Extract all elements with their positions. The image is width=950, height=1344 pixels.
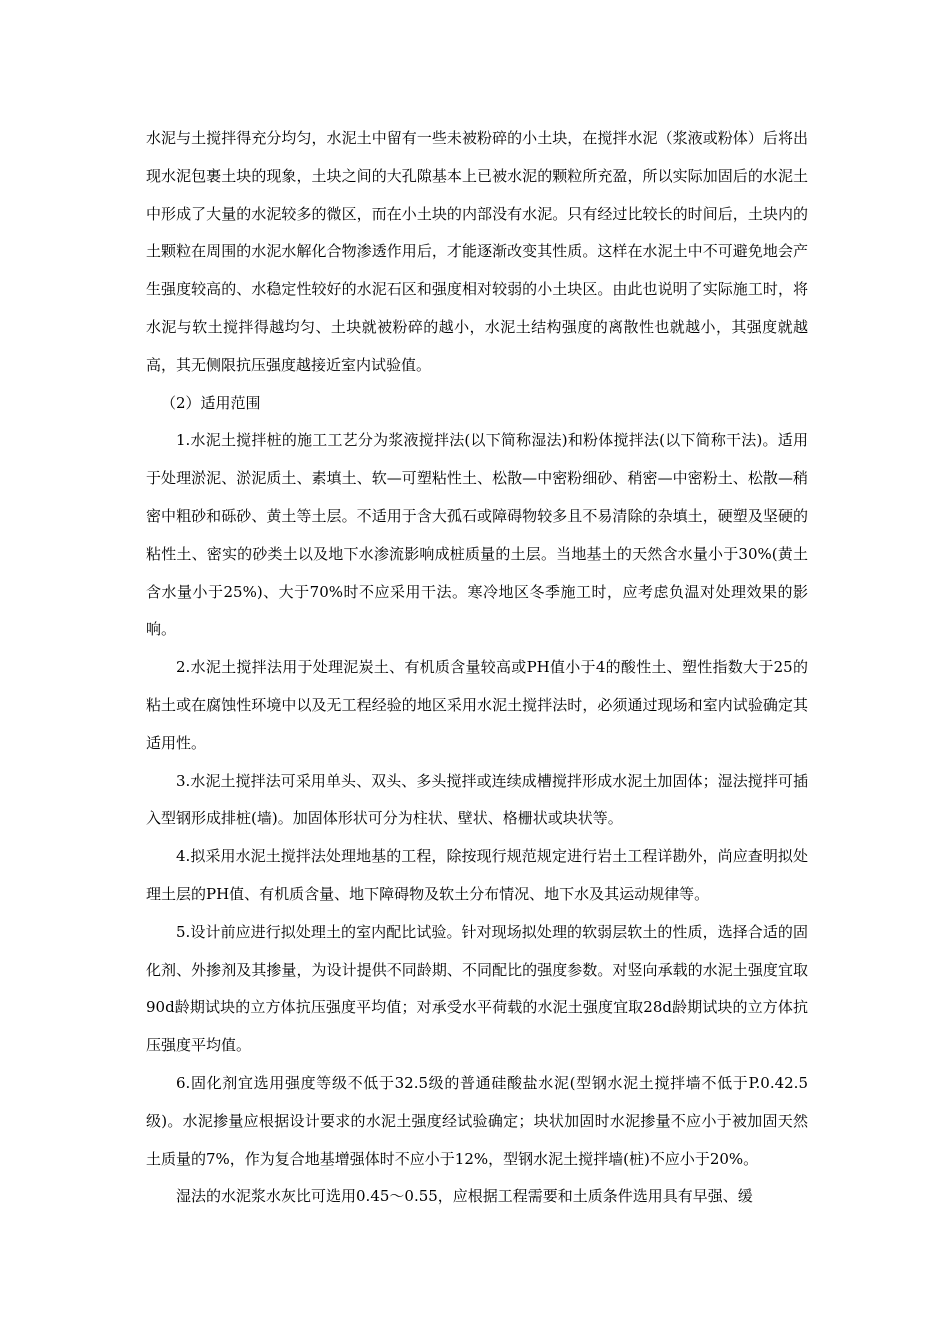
paragraph-cement-soil-mixing-uniformity: 水泥与土搅拌得充分均匀，水泥土中留有一些未被粉碎的小土块，在搅拌水泥（浆液或粉体）后将出现水泥包裹土块的现象，土块之间的大孔隙基本上已被水泥的颗粒所充盈，所以实际加固后的水泥土中形成了大量的水泥较多的微区，而在小土块的内部没有水泥。只有经过比较长的时间后，土块内的土颗粒在周围的水泥水解化合物渗透作用后，才能逐渐改变其性质。这样在水泥土中不可避免地会产生强度较高的、水稳定性较好的水泥石区和强度相对较弱的小土块区。由此也说明了实际施工时，将水泥与软土搅拌得越均匀、土块就被粉碎的越小，水泥土结构强度的离散性也就越小，其强度就越高，其无侧限抗压强度越接近室内试验值。 (146, 129, 808, 374)
paragraph-item-6: 6.固化剂宜选用强度等级不低于32.5级的普通硅酸盐水泥(型钢水泥土搅拌墙不低于P.0.42.5级)。水泥掺量应根据设计要求的水泥土强度经试验确定；块状加固时水泥掺量不应小于被加固天然土质量的7%，作为复合地基增强体时不应小于12%，型钢水泥土搅拌墙(桩)不应小于20%。 (146, 1073, 808, 1168)
paragraph-wet-method-ratio: 湿法的水泥浆水灰比可选用0.45～0.55，应根据工程需要和土质条件选用具有早强、缓 (176, 1187, 753, 1206)
paragraph-item-4: 4.拟采用水泥土搅拌法处理地基的工程，除按现行规范规定进行岩土工程详勘外，尚应查明拟处理土层的PH值、有机质含量、地下障碍物及软土分布情况、地下水及其运动规律等。 (146, 847, 808, 903)
paragraph-item-2: 2.水泥土搅拌法用于处理泥炭土、有机质含量较高或PH值小于4的酸性土、塑性指数大于25的粘土或在腐蚀性环境中以及无工程经验的地区采用水泥土搅拌法时，必须通过现场和室内试验确定其适用性。 (146, 658, 808, 752)
paragraph-item-1: 1.水泥土搅拌桩的施工工艺分为浆液搅拌法(以下简称湿法)和粉体搅拌法(以下简称干法)。适用于处理淤泥、淤泥质土、素填土、软—可塑粘性土、松散—中密粉细砂、稍密—中密粉土、松散—稍密中粗砂和砾砂、黄土等土层。不适用于含大孤石或障碍物较多且不易清除的杂填土，硬塑及坚硬的粘性土、密实的砂类土以及地下水渗流影响成桩质量的土层。当地基土的天然含水量小于30%(黄土含水量小于25%)、大于70%时不应采用干法。寒冷地区冬季施工时，应考虑负温对处理效果的影响。 (146, 431, 808, 639)
paragraph-item-5: 5.设计前应进行拟处理土的室内配比试验。针对现场拟处理的软弱层软土的性质，选择合适的固化剂、外掺剂及其掺量，为设计提供不同龄期、不同配比的强度参数。对竖向承载的水泥土强度宜取90d龄期试块的立方体抗压强度平均值；对承受水平荷载的水泥土强度宜取28d龄期试块的立方体抗压强度平均值。 (146, 922, 808, 1055)
document-page (146, 120, 808, 1216)
section-heading-scope: （2）适用范围 (161, 393, 261, 412)
paragraph-item-3: 3.水泥土搅拌法可采用单头、双头、多头搅拌或连续成槽搅拌形成水泥土加固体；湿法搅拌可插入型钢形成排桩(墙)。加固体形状可分为柱状、壁状、格栅状或块状等。 (146, 771, 808, 828)
